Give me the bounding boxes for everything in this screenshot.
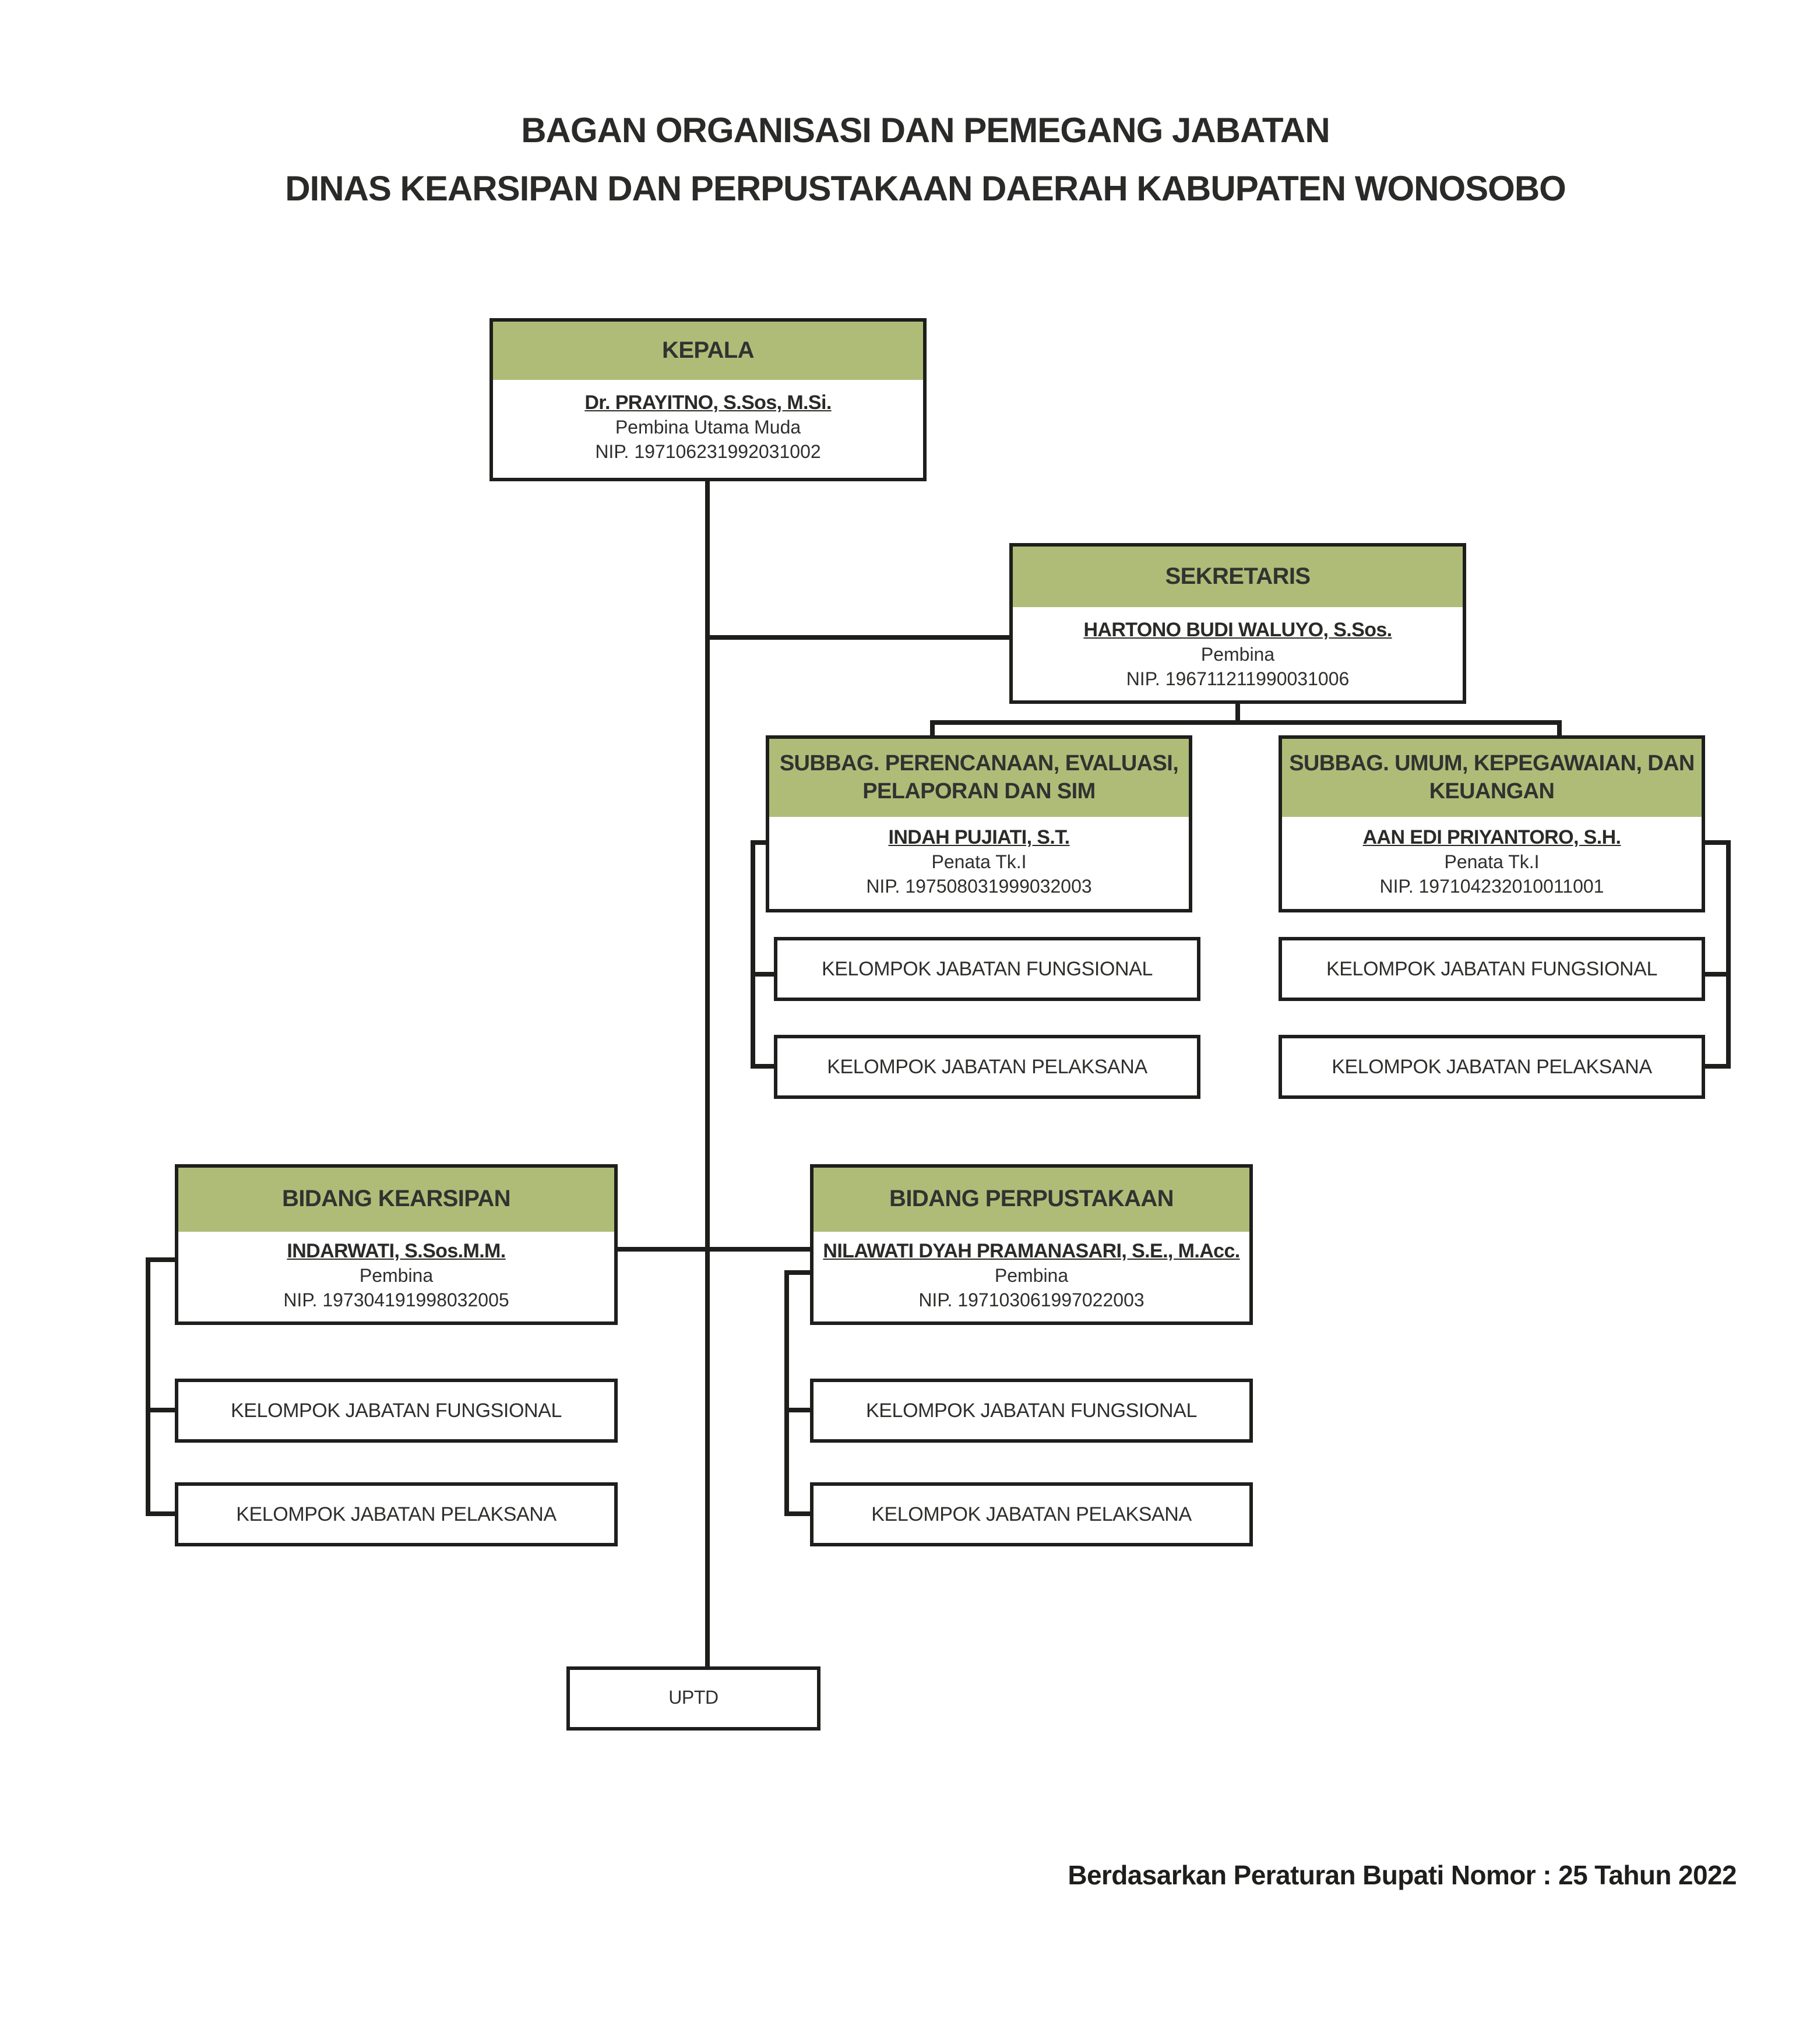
org-box-bidang-kearsipan [175, 1164, 618, 1325]
connector-line [784, 1511, 810, 1516]
kelompok-fungsional-box [175, 1379, 618, 1443]
official-nip: NIP. 197106231992031002 [595, 443, 821, 463]
uptd-label: UPTD [668, 1688, 719, 1708]
box-title: BIDANG KEARSIPAN [178, 1168, 614, 1232]
official-name: INDARWATI, S.Sos.M.M. [287, 1240, 506, 1262]
box-body [814, 1232, 1249, 1313]
box-title: KEPALA [493, 322, 923, 380]
box-title: SEKRETARIS [1013, 547, 1463, 607]
kelompok-pelaksana-box [1279, 1035, 1705, 1099]
official-rank: Penata Tk.I [1444, 853, 1540, 873]
official-name: INDAH PUJIATI, S.T. [888, 826, 1070, 848]
connector-line [146, 1257, 150, 1516]
official-nip: NIP. 197103061997022003 [918, 1291, 1144, 1311]
official-nip: NIP. 197104232010011001 [1379, 877, 1604, 897]
legal-basis-note: Berdasarkan Peraturan Bupati Nomor : 25 Tahun 2022 [1068, 1860, 1737, 1890]
org-box-subbag-umum [1279, 735, 1705, 912]
connector-line [1726, 840, 1731, 1069]
connector-line [751, 1064, 774, 1069]
box-body [493, 380, 923, 465]
org-box-bidang-perpustakaan [810, 1164, 1253, 1325]
box-body [769, 817, 1189, 900]
kelompok-fungsional-box [810, 1379, 1253, 1443]
official-nip: NIP. 197304191998032005 [283, 1291, 509, 1311]
kelompok-label: KELOMPOK JABATAN FUNGSIONAL [1326, 957, 1657, 979]
box-title: SUBBAG. UMUM, KEPEGAWAIAN, DAN KEUANGAN [1282, 739, 1702, 817]
official-rank: Penata Tk.I [931, 853, 1027, 873]
kelompok-label: KELOMPOK JABATAN FUNGSIONAL [866, 1399, 1197, 1421]
connector-line [611, 1247, 810, 1252]
connector-line [1705, 972, 1731, 977]
page-title [55, 103, 1796, 219]
connector-line [705, 481, 710, 1666]
connector-line [751, 972, 774, 977]
kelompok-label: KELOMPOK JABATAN FUNGSIONAL [822, 957, 1153, 979]
org-box-subbag-perencanaan [766, 735, 1192, 912]
official-name: AAN EDI PRIYANTORO, S.H. [1362, 826, 1621, 848]
connector-line [751, 840, 755, 1069]
box-body [1282, 817, 1702, 900]
org-box-kepala [490, 318, 927, 481]
connector-line [1557, 720, 1562, 735]
box-body [178, 1232, 614, 1313]
kelompok-label: KELOMPOK JABATAN PELAKSANA [827, 1055, 1147, 1077]
kelompok-pelaksana-box [810, 1482, 1253, 1546]
connector-line [751, 840, 766, 845]
connector-line [930, 720, 935, 735]
connector-line [705, 635, 1009, 640]
connector-line [146, 1257, 175, 1262]
official-nip: NIP. 196711211990031006 [1126, 670, 1350, 690]
official-rank: Pembina [1200, 646, 1275, 665]
official-nip: NIP. 197508031999032003 [866, 877, 1092, 897]
page-title-line2: DINAS KEARSIPAN DAN PERPUSTAKAAN DAERAH KABUPATEN WONOSOBO [285, 170, 1566, 209]
official-rank: Pembina [359, 1267, 434, 1287]
kelompok-fungsional-box [1279, 937, 1705, 1001]
connector-line [146, 1511, 175, 1516]
official-name: Dr. PRAYITNO, S.Sos, M.Si. [584, 392, 832, 414]
connector-line [1705, 840, 1731, 845]
org-box-sekretaris [1009, 543, 1466, 704]
org-box-uptd [566, 1666, 820, 1731]
connector-line [784, 1270, 789, 1516]
kelompok-fungsional-box [774, 937, 1200, 1001]
kelompok-pelaksana-box [774, 1035, 1200, 1099]
connector-line [930, 720, 1562, 725]
official-rank: Pembina Utama Muda [615, 418, 801, 438]
connector-line [784, 1408, 810, 1412]
connector-line [146, 1408, 175, 1412]
official-rank: Pembina [994, 1267, 1069, 1287]
page-title-line1: BAGAN ORGANISASI DAN PEMEGANG JABATAN [521, 112, 1330, 150]
kelompok-label: KELOMPOK JABATAN PELAKSANA [236, 1503, 557, 1525]
kelompok-pelaksana-box [175, 1482, 618, 1546]
box-title: BIDANG PERPUSTAKAAN [814, 1168, 1249, 1232]
box-title: SUBBAG. PERENCANAAN, EVALUASI, PELAPORAN DAN SIM [769, 739, 1189, 817]
box-body [1013, 607, 1463, 692]
official-name: NILAWATI DYAH PRAMANASARI, S.E., M.Acc. [823, 1240, 1240, 1262]
connector-line [1705, 1064, 1731, 1069]
kelompok-label: KELOMPOK JABATAN PELAKSANA [871, 1503, 1192, 1525]
official-name: HARTONO BUDI WALUYO, S.Sos. [1083, 619, 1392, 641]
kelompok-label: KELOMPOK JABATAN FUNGSIONAL [231, 1399, 562, 1421]
kelompok-label: KELOMPOK JABATAN PELAKSANA [1332, 1055, 1652, 1077]
connector-line [784, 1270, 810, 1275]
